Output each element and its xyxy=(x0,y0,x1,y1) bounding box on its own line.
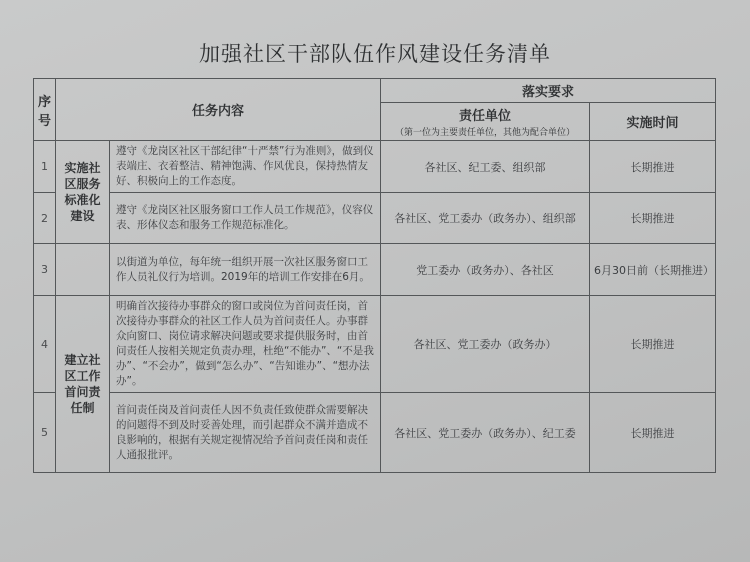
row-number: 5 xyxy=(34,393,56,473)
row-content: 明确首次接待办事群众的窗口或岗位为首问责任岗，首次接待办事群众的社区工作人员为首问责任人。办事群众向窗口、岗位请求解决问题或要求提供服务时，由首问责任人按相关规定负责办理，杜绝“不能办”、“不是我办”、“不会办”，做到“怎么办”、“告知谁办”、“想办法办”。 xyxy=(110,296,381,393)
header-task: 任务内容 xyxy=(56,79,381,141)
header-requirements: 落实要求 xyxy=(381,79,716,103)
row-unit: 各社区、纪工委、组织部 xyxy=(381,141,590,193)
row-unit: 各社区、党工委办（政务办）、组织部 xyxy=(381,193,590,244)
row-content: 遵守《龙岗区社区干部纪律“十严禁”行为准则》，做到仪表端庄、衣着整洁、精神饱满、作风优良，保持热情友好、积极向上的工作态度。 xyxy=(110,141,381,193)
row-unit: 各社区、党工委办（政务办） xyxy=(381,296,590,393)
row-content: 首问责任岗及首问责任人因不负责任致使群众需要解决的问题得不到及时妥善处理，而引起群众不满并造成不良影响的，根据有关规定视情况给予首问责任岗和责任人通报批评。 xyxy=(110,393,381,473)
group-label: 实施社区服务标准化建设 xyxy=(56,141,110,244)
header-seq: 序号 xyxy=(34,79,56,141)
table-row xyxy=(34,296,716,393)
header-unit-label: 责任单位 xyxy=(459,109,512,124)
group-label: 建立社区工作首问责任制 xyxy=(56,296,110,473)
group-empty-cell xyxy=(56,244,110,296)
row-number: 3 xyxy=(34,244,56,296)
row-time: 长期推进 xyxy=(590,193,716,244)
task-table xyxy=(33,78,716,473)
table-row xyxy=(34,244,716,296)
header-unit-note: （第一位为主要责任单位，其他为配合单位） xyxy=(395,128,576,138)
row-number: 2 xyxy=(34,193,56,244)
header-unit xyxy=(381,103,590,141)
row-time: 6月30日前（长期推进） xyxy=(590,244,716,296)
row-unit: 各社区、党工委办（政务办）、纪工委 xyxy=(381,393,590,473)
row-number: 1 xyxy=(34,141,56,193)
table-row xyxy=(34,193,716,244)
table-row xyxy=(34,393,716,473)
row-time: 长期推进 xyxy=(590,393,716,473)
row-unit: 党工委办（政务办）、各社区 xyxy=(381,244,590,296)
table-row xyxy=(34,141,716,193)
row-content: 遵守《龙岗区社区服务窗口工作人员工作规范》，仪容仪表、形体仪态和服务工作规范标准化。 xyxy=(110,193,381,244)
row-number: 4 xyxy=(34,296,56,393)
row-time: 长期推进 xyxy=(590,296,716,393)
header-time: 实施时间 xyxy=(590,103,716,141)
row-time: 长期推进 xyxy=(590,141,716,193)
header-row xyxy=(34,79,716,103)
page-title: 加强社区干部队伍作风建设任务清单 xyxy=(199,42,551,66)
row-content: 以街道为单位，每年统一组织开展一次社区服务窗口工作人员礼仪行为培训。2019年的培训工作安排在6月。 xyxy=(110,244,381,296)
